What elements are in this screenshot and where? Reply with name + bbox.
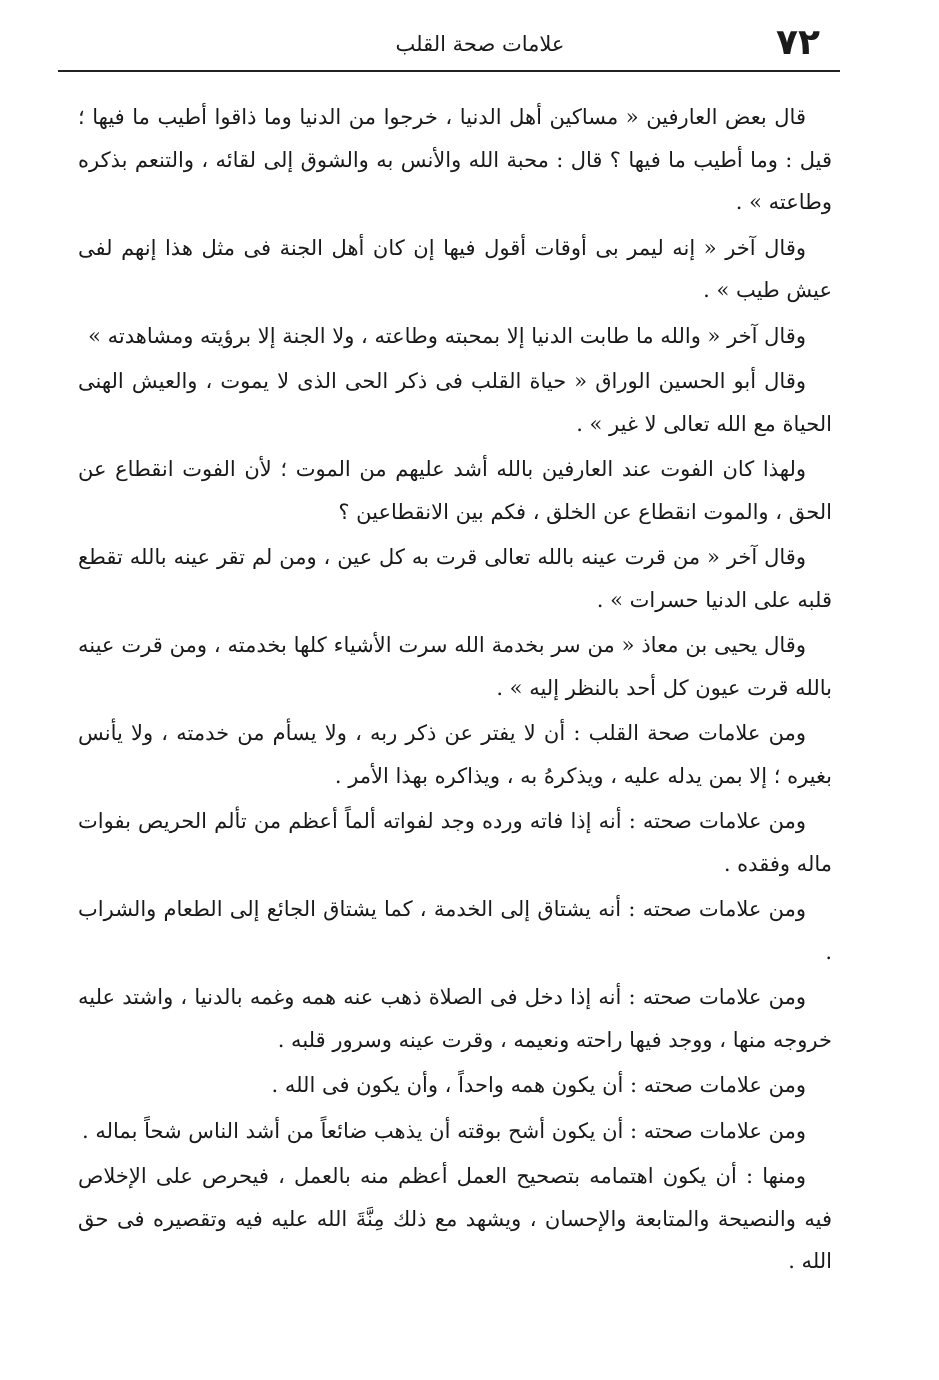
paragraph: ومن علامات صحته : أنه يشتاق إلى الخدمة ، كما يشتاق الجائع إلى الطعام والشراب . — [78, 897, 832, 964]
paragraph: ومن علامات صحته : أنه إذا دخل فى الصلاة ذهب عنه همه وغمه بالدنيا ، واشتد عليه خروجه منها ، ووجد فيها راحته ونعيمه ، وقرت عينه وسرور قلبه . — [78, 985, 832, 1052]
paragraph: وقال أبو الحسين الوراق « حياة القلب فى ذكر الحى الذى لا يموت ، والعيش الهنى الحياة مع الله تعالى لا غير » . — [78, 369, 832, 436]
header-rule — [58, 70, 840, 72]
page-body — [78, 96, 832, 1286]
paragraph: ولهذا كان الفوت عند العارفين بالله أشد عليهم من الموت ؛ لأن الفوت انقطاع عن الحق ، والموت انقطاع عن الخلق ، فكم بين الانقطاعين ؟ — [78, 457, 832, 524]
paragraph: وقال آخر « من قرت عينه بالله تعالى قرت به كل عين ، ومن لم تقر عينه بالله تقطع قلبه على الدنيا حسرات » . — [78, 545, 832, 612]
paragraph: ومن علامات صحة القلب : أن لا يفتر عن ذكر ربه ، ولا يسأم من خدمته ، ولا يأنس بغيره ؛ إلا بمن يدله عليه ، ويذكرهُ به ، ويذاكره بهذا الأمر . — [78, 721, 832, 788]
paragraph: قال بعض العارفين « مساكين أهل الدنيا ، خرجوا من الدنيا وما ذاقوا أطيب ما فيها ؛ قيل : وما أطيب ما فيها ؟ قال : محبة الله والأنس به والشوق إلى لقائه ، والتنعم بذكره وطاعته » . — [78, 105, 833, 214]
paragraph: ومنها : أن يكون اهتمامه بتصحيح العمل أعظم منه بالعمل ، فيحرص على الإخلاص فيه والنصيحة والمتابعة والإحسان ، ويشهد مع ذلك مِنَّةَ الله عليه فيه وتقصيره فى حق الله . — [78, 1164, 832, 1273]
paragraph: وقال يحيى بن معاذ « من سر بخدمة الله سرت الأشياء كلها بخدمته ، ومن قرت عينه بالله قرت عيون كل أحد بالنظر إليه » . — [78, 633, 832, 700]
paragraph: وقال آخر « إنه ليمر بى أوقات أقول فيها إن كان أهل الجنة فى مثل هذا إنهم لفى عيش طيب » . — [78, 235, 832, 302]
page-number: ٧٢ — [776, 22, 820, 63]
paragraph: وقال آخر « والله ما طابت الدنيا إلا بمحبته وطاعته ، ولا الجنة إلا برؤيته ومشاهدته » — [88, 323, 806, 348]
paragraph: ومن علامات صحته : أن يكون أشح بوقته أن يذهب ضائعاً من أشد الناس شحاً بماله . — [82, 1118, 806, 1143]
paragraph: ومن علامات صحته : أن يكون همه واحداً ، وأن يكون فى الله . — [271, 1073, 806, 1097]
page-header — [60, 18, 840, 70]
paragraph: ومن علامات صحته : أنه إذا فاته ورده وجد لفواته ألماً أعظم من تألم الحريص بفوات ماله وفقده . — [78, 809, 832, 876]
running-title: علامات صحة القلب — [395, 32, 565, 56]
